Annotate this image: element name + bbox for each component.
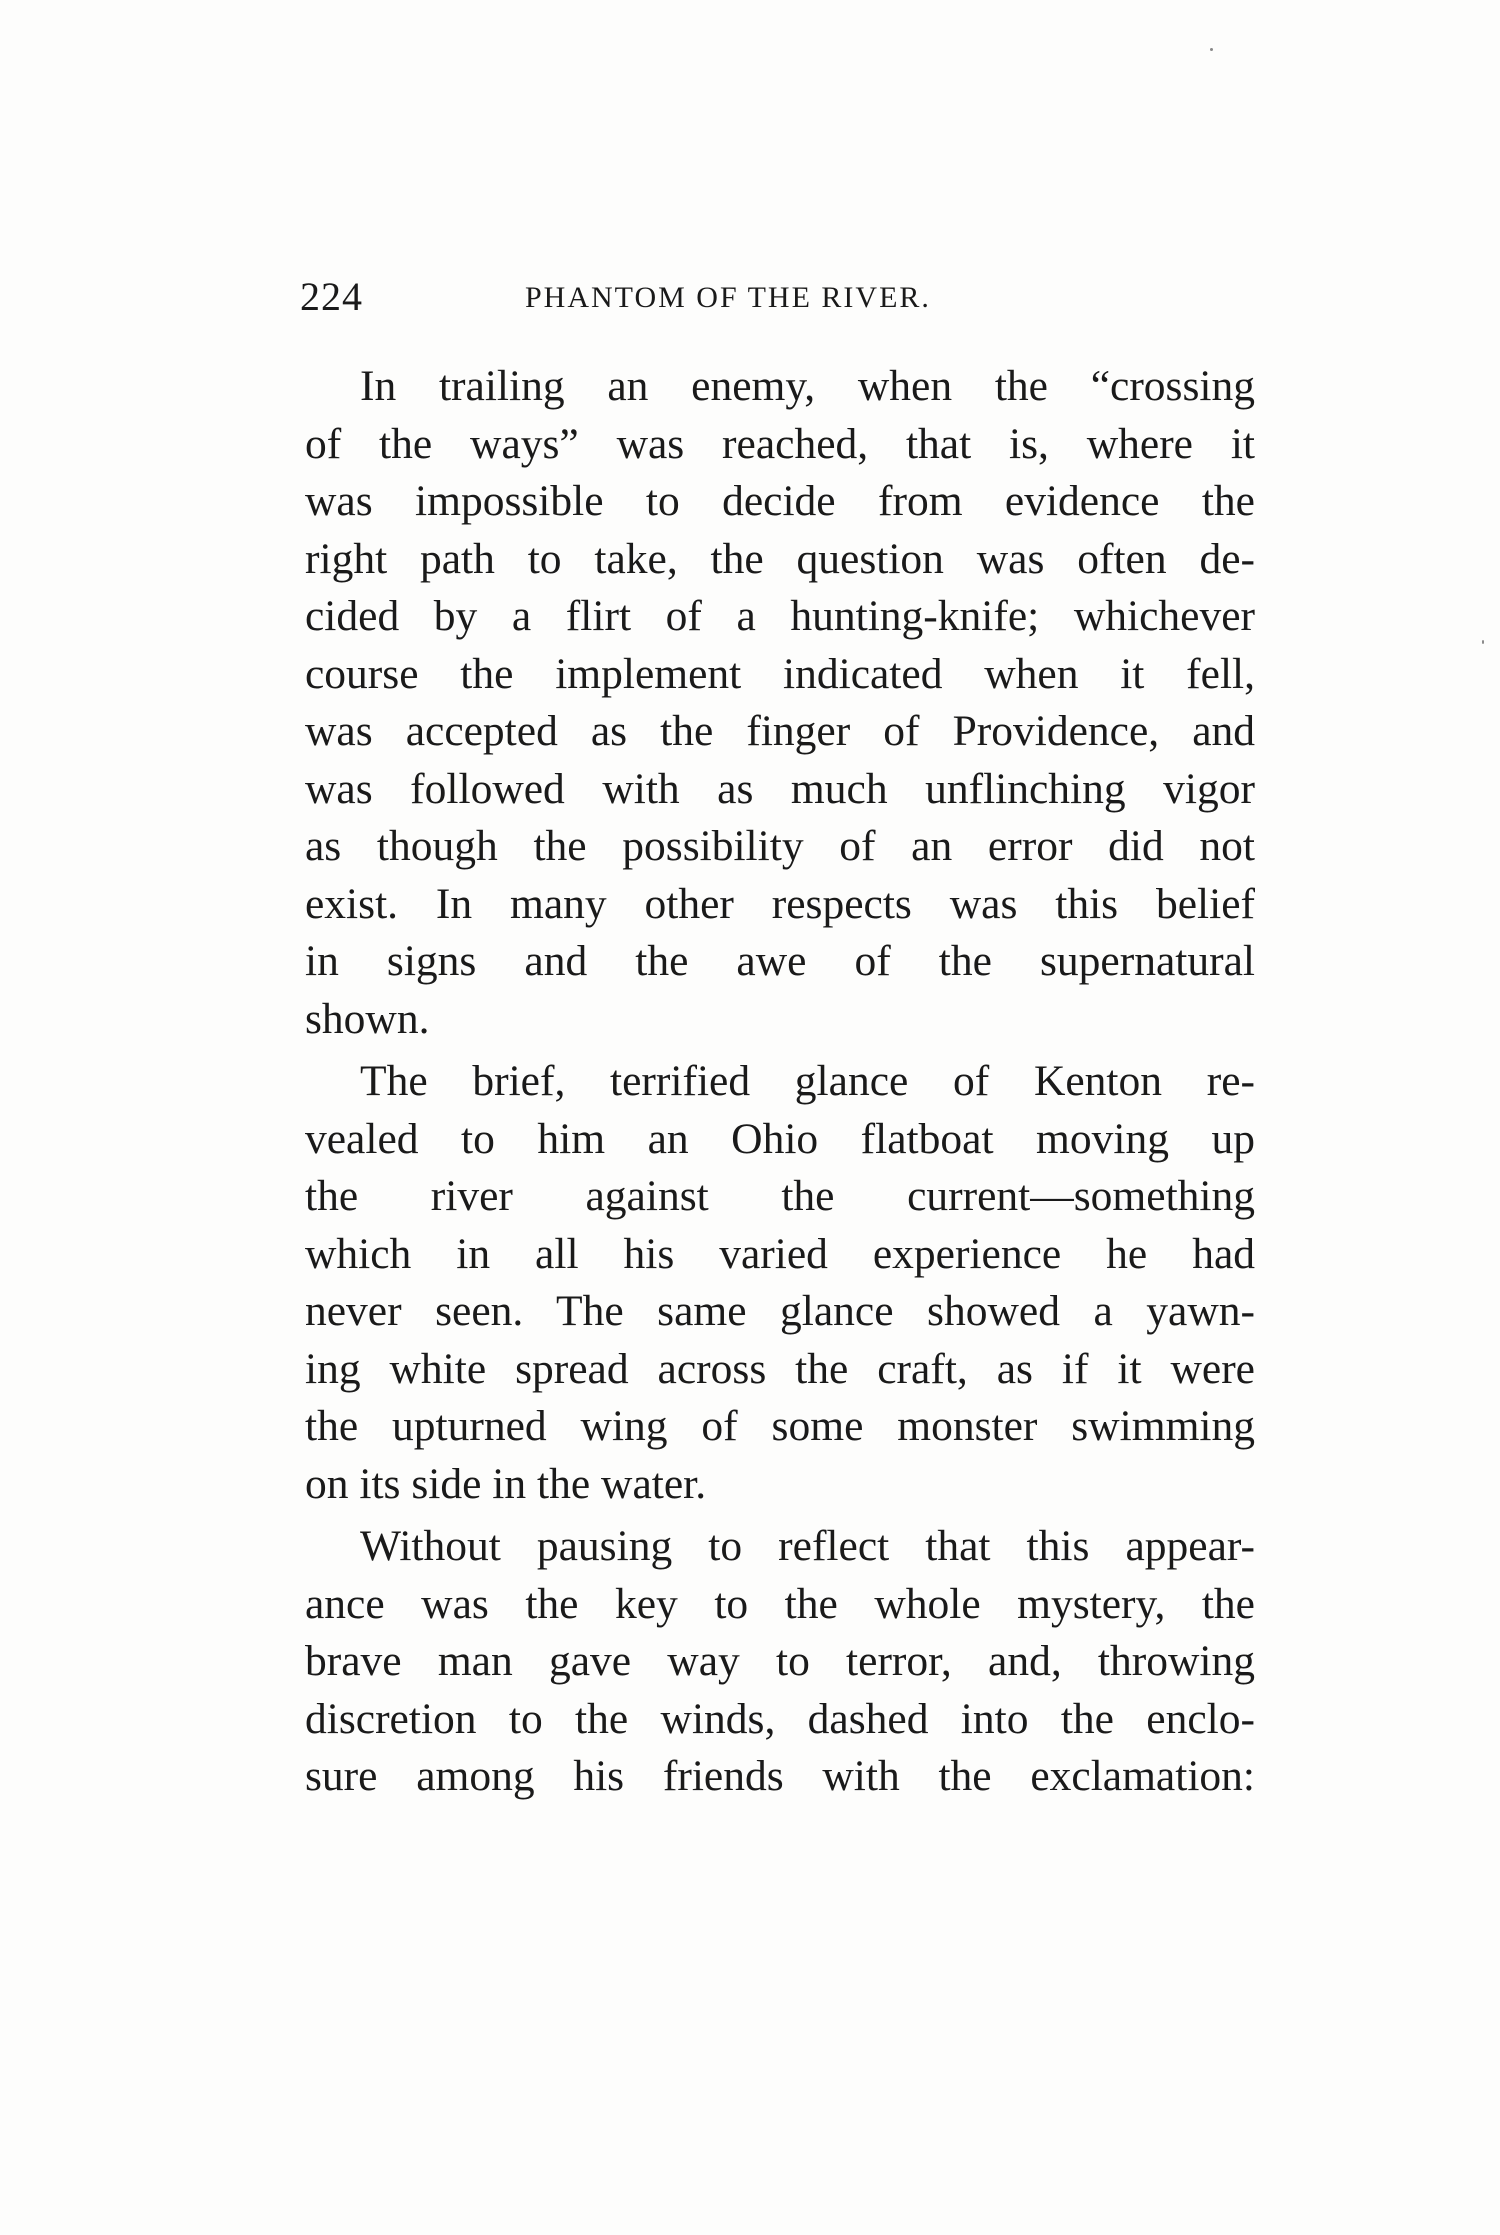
text-line: which in all his varied experience he had (305, 1229, 1255, 1278)
text-line: discretion to the winds, dashed into the enclo- (305, 1694, 1255, 1743)
text-line: ing white spread across the craft, as if it were (305, 1344, 1255, 1393)
paragraph-1 (305, 358, 1255, 1048)
text-line: was followed with as much unflinching vigor (305, 764, 1255, 813)
text-line: of the ways” was reached, that is, where it (305, 419, 1255, 468)
page-number: 224 (300, 274, 363, 319)
text-line: vealed to him an Ohio flatboat moving up (305, 1114, 1255, 1163)
text-line: cided by a flirt of a hunting-knife; whichever (305, 592, 1255, 640)
running-head (300, 272, 1260, 322)
text-line: as though the possibility of an error did not (305, 822, 1255, 870)
text-line: was impossible to decide from evidence the (305, 477, 1255, 525)
text-line: Without pausing to reflect that this appear- (360, 1522, 1255, 1570)
text-line: was accepted as the finger of Providence, and (305, 707, 1255, 755)
text-line: ance was the key to the whole mystery, the (305, 1579, 1255, 1628)
text-line: right path to take, the question was often de- (305, 534, 1255, 583)
text-line: never seen. The same glance showed a yawn- (305, 1287, 1255, 1335)
text-line: the river against the current—something (305, 1172, 1255, 1220)
paragraph-3 (305, 1518, 1255, 1806)
text-line: In trailing an enemy, when the “crossing (360, 362, 1255, 410)
text-line: brave man gave way to terror, and, throwing (305, 1637, 1255, 1685)
paragraph-2 (305, 1053, 1255, 1513)
text-line: course the implement indicated when it fell, (305, 649, 1255, 698)
paper-speck (1210, 48, 1213, 51)
body-text (305, 358, 1255, 1811)
text-line: on its side in the water. (305, 1459, 707, 1508)
text-line: the upturned wing of some monster swimming (305, 1402, 1255, 1450)
text-line: The brief, terrified glance of Kenton re- (360, 1057, 1255, 1105)
text-line: exist. In many other respects was this belief (305, 879, 1255, 928)
text-line: sure among his friends with the exclamation: (305, 1752, 1255, 1800)
running-title: PHANTOM OF THE RIVER. (525, 281, 931, 314)
paper-speck (1482, 640, 1484, 644)
text-line: in signs and the awe of the supernatural (305, 937, 1255, 985)
text-line: shown. (305, 994, 430, 1043)
